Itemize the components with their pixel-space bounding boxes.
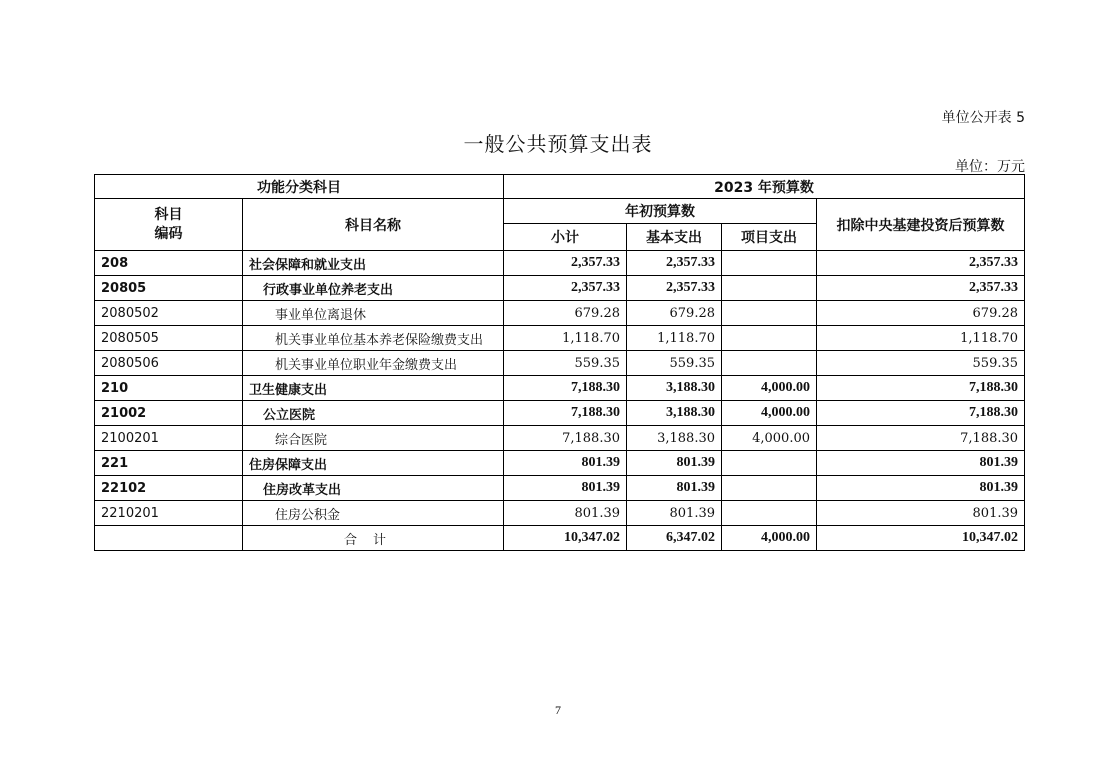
- total-deduct: 10,347.02: [817, 526, 1025, 551]
- row-subtotal: 679.28: [504, 301, 627, 326]
- row-code: 21002: [95, 401, 243, 426]
- row-deduct: 2,357.33: [817, 276, 1025, 301]
- total-code-blank: [95, 526, 243, 551]
- row-code: 22102: [95, 476, 243, 501]
- row-deduct: 1,118.70: [817, 326, 1025, 351]
- row-code: 2080506: [95, 351, 243, 376]
- header-name: 科目名称: [243, 199, 504, 251]
- unit-label: 单位：万元: [955, 159, 1025, 175]
- row-project: [722, 476, 817, 501]
- row-deduct: 2,357.33: [817, 251, 1025, 276]
- row-project: [722, 301, 817, 326]
- row-project: [722, 326, 817, 351]
- row-name: 综合医院: [243, 426, 504, 451]
- row-subtotal: 7,188.30: [504, 376, 627, 401]
- row-deduct: 801.39: [817, 451, 1025, 476]
- header-budget-group: 2023 年预算数: [504, 175, 1025, 199]
- row-project: 4,000.00: [722, 376, 817, 401]
- table-row: [95, 501, 1025, 526]
- table-row: [95, 251, 1025, 276]
- table-row: [95, 476, 1025, 501]
- page-title: 一般公共预算支出表: [463, 132, 653, 156]
- row-name: 公立医院: [243, 401, 504, 426]
- row-project: [722, 251, 817, 276]
- table-row: [95, 401, 1025, 426]
- header-initial-budget: 年初预算数: [504, 199, 817, 224]
- row-subtotal: 7,188.30: [504, 401, 627, 426]
- row-deduct: 801.39: [817, 476, 1025, 501]
- table-row: [95, 351, 1025, 376]
- row-code: 208: [95, 251, 243, 276]
- row-code: 20805: [95, 276, 243, 301]
- table-row: [95, 301, 1025, 326]
- row-project: [722, 351, 817, 376]
- total-subtotal: 10,347.02: [504, 526, 627, 551]
- row-deduct: 7,188.30: [817, 376, 1025, 401]
- total-label: 合计: [243, 526, 504, 551]
- row-name: 住房保障支出: [243, 451, 504, 476]
- row-name: 事业单位离退休: [243, 301, 504, 326]
- row-basic: 559.35: [627, 351, 722, 376]
- row-deduct: 7,188.30: [817, 401, 1025, 426]
- header-subtotal: 小计: [504, 224, 627, 251]
- row-basic: 679.28: [627, 301, 722, 326]
- table-total-row: [95, 526, 1025, 551]
- table-row: [95, 426, 1025, 451]
- row-deduct: 679.28: [817, 301, 1025, 326]
- row-name: 社会保障和就业支出: [243, 251, 504, 276]
- row-subtotal: 801.39: [504, 476, 627, 501]
- row-basic: 2,357.33: [627, 251, 722, 276]
- row-code: 210: [95, 376, 243, 401]
- row-subtotal: 1,118.70: [504, 326, 627, 351]
- row-project: [722, 451, 817, 476]
- row-name: 卫生健康支出: [243, 376, 504, 401]
- row-name: 住房公积金: [243, 501, 504, 526]
- row-project: [722, 501, 817, 526]
- row-code: 2210201: [95, 501, 243, 526]
- row-name: 行政事业单位养老支出: [243, 276, 504, 301]
- row-basic: 3,188.30: [627, 426, 722, 451]
- budget-table-body: [95, 251, 1025, 551]
- row-basic: 3,188.30: [627, 376, 722, 401]
- header-function-group: 功能分类科目: [95, 175, 504, 199]
- row-basic: 801.39: [627, 476, 722, 501]
- row-name: 住房改革支出: [243, 476, 504, 501]
- header-code: 科目 编码: [95, 199, 243, 251]
- row-code: 221: [95, 451, 243, 476]
- budget-table: [94, 174, 1025, 551]
- row-subtotal: 2,357.33: [504, 251, 627, 276]
- row-deduct: 801.39: [817, 501, 1025, 526]
- table-row: [95, 376, 1025, 401]
- total-basic: 6,347.02: [627, 526, 722, 551]
- row-name: 机关事业单位基本养老保险缴费支出: [243, 326, 504, 351]
- row-code: 2080502: [95, 301, 243, 326]
- page-number: 7: [555, 703, 561, 717]
- row-project: [722, 276, 817, 301]
- row-basic: 2,357.33: [627, 276, 722, 301]
- row-subtotal: 2,357.33: [504, 276, 627, 301]
- row-project: 4,000.00: [722, 426, 817, 451]
- table-row: [95, 326, 1025, 351]
- table-row: [95, 276, 1025, 301]
- total-project: 4,000.00: [722, 526, 817, 551]
- table-row: [95, 451, 1025, 476]
- header-basic: 基本支出: [627, 224, 722, 251]
- row-project: 4,000.00: [722, 401, 817, 426]
- row-basic: 3,188.30: [627, 401, 722, 426]
- row-deduct: 7,188.30: [817, 426, 1025, 451]
- row-name: 机关事业单位职业年金缴费支出: [243, 351, 504, 376]
- row-subtotal: 801.39: [504, 501, 627, 526]
- row-code: 2100201: [95, 426, 243, 451]
- header-deduct: 扣除中央基建投资后预算数: [817, 199, 1025, 251]
- row-subtotal: 801.39: [504, 451, 627, 476]
- row-subtotal: 7,188.30: [504, 426, 627, 451]
- header-project: 项目支出: [722, 224, 817, 251]
- row-basic: 1,118.70: [627, 326, 722, 351]
- row-code: 2080505: [95, 326, 243, 351]
- row-deduct: 559.35: [817, 351, 1025, 376]
- row-basic: 801.39: [627, 451, 722, 476]
- form-number: 单位公开表 5: [941, 110, 1025, 126]
- row-basic: 801.39: [627, 501, 722, 526]
- row-subtotal: 559.35: [504, 351, 627, 376]
